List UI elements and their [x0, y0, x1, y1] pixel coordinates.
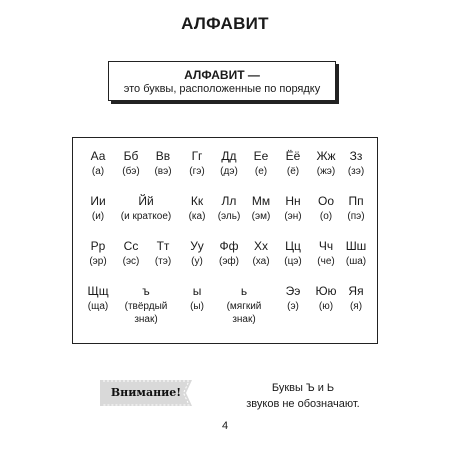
letter-pair: Тт	[156, 239, 170, 253]
letter-sound: (цэ)	[284, 256, 302, 267]
letter-cell-m	[243, 195, 279, 223]
letter-pair: Чч	[318, 239, 334, 253]
letter-sound: (гэ)	[189, 166, 205, 177]
page-number: 4	[221, 420, 229, 432]
letter-sound: (тэ)	[154, 256, 172, 267]
note-line-2: звуков не обозначают.	[246, 398, 360, 410]
letter-pair: Хх	[253, 239, 268, 253]
letter-sound: (и краткое)	[120, 211, 172, 222]
letter-sound: (жэ)	[316, 166, 336, 177]
letter-sound: (твёрдый	[124, 301, 168, 312]
letter-pair: Ёё	[285, 149, 301, 163]
letter-cell-sh	[338, 240, 374, 268]
letter-sound: (и)	[91, 211, 105, 222]
letter-cell-i-kratkoe	[111, 195, 181, 223]
letter-sound: (ха)	[252, 256, 270, 267]
definition-box	[108, 61, 336, 101]
letter-cell-ya	[338, 285, 374, 313]
letter-sound-line2: знак)	[232, 314, 256, 325]
letter-pair: Аа	[90, 149, 106, 163]
attention-banner	[100, 380, 192, 406]
letter-sound: (эль)	[217, 211, 241, 222]
letter-sound: (о)	[319, 211, 333, 222]
letter-pair: Пп	[348, 194, 364, 208]
letter-sound: (пэ)	[347, 211, 365, 222]
letter-cell-l	[211, 195, 247, 223]
letter-cell-t	[145, 240, 181, 268]
letter-sound: (мягкий	[226, 301, 262, 312]
letter-pair: Ее	[253, 149, 269, 163]
letter-cell-kh	[243, 240, 279, 268]
letter-pair: Рр	[90, 239, 106, 253]
letter-pair: Лл	[221, 194, 237, 208]
letter-pair: Дд	[221, 149, 237, 163]
letter-cell-soft-sign	[209, 285, 279, 326]
definition-term: АЛФАВИТ —	[184, 68, 260, 82]
letter-sound: (эр)	[89, 256, 107, 267]
letter-cell-f	[211, 240, 247, 268]
letter-cell-n	[275, 195, 311, 223]
letter-sound: (вэ)	[154, 166, 172, 177]
letter-sound: (е)	[254, 166, 268, 177]
letter-pair: Фф	[219, 239, 239, 253]
letter-sound: (дэ)	[220, 166, 238, 177]
letter-cell-g	[179, 150, 215, 178]
letter-pair: Уу	[190, 239, 204, 253]
letter-pair: Зз	[349, 149, 363, 163]
letter-sound: (а)	[91, 166, 105, 177]
letter-pair: Мм	[251, 194, 271, 208]
letter-pair: Юю	[315, 284, 337, 298]
letter-cell-ye	[243, 150, 279, 178]
definition-text: это буквы, расположенные по порядку	[123, 83, 321, 95]
letter-cell-d	[211, 150, 247, 178]
letter-pair: Ии	[90, 194, 106, 208]
letter-pair: Йй	[138, 194, 154, 208]
letter-cell-r	[80, 240, 116, 268]
letter-pair: Оо	[317, 194, 334, 208]
letter-sound: (ё)	[286, 166, 300, 177]
letter-pair: Кк	[190, 194, 204, 208]
letter-sound: (ща)	[87, 301, 109, 312]
letter-sound: (зэ)	[347, 166, 365, 177]
letter-pair: Яя	[348, 284, 364, 298]
letter-cell-v	[145, 150, 181, 178]
letter-sound: (че)	[317, 256, 335, 267]
letter-sound: (эф)	[219, 256, 239, 267]
letter-pair: Шш	[345, 239, 367, 253]
letter-pair: Бб	[123, 149, 139, 163]
letter-sound: (э)	[287, 301, 299, 312]
letter-pair: Вв	[155, 149, 171, 163]
letter-cell-hard-sign	[111, 285, 181, 326]
letter-sound: (у)	[191, 256, 203, 267]
alphabet-table	[72, 137, 378, 344]
letter-pair: Нн	[285, 194, 301, 208]
letter-pair: Сс	[123, 239, 139, 253]
attention-label: Внимание!	[110, 386, 182, 399]
letter-pair: ы	[192, 284, 202, 298]
letter-cell-p	[338, 195, 374, 223]
page-title: АЛФАВИТ	[181, 14, 269, 33]
letter-sound: (ы)	[190, 301, 204, 312]
note-text	[233, 380, 373, 412]
letter-pair: ъ	[142, 284, 150, 298]
letter-sound: (я)	[349, 301, 363, 312]
letter-sound: (эм)	[251, 211, 271, 222]
letter-sound: (ка)	[188, 211, 206, 222]
letter-pair: Жж	[316, 149, 336, 163]
letter-cell-ts	[275, 240, 311, 268]
letter-sound: (эн)	[284, 211, 302, 222]
letter-cell-u	[179, 240, 215, 268]
letter-sound: (ю)	[318, 301, 334, 312]
letter-cell-e	[275, 285, 311, 313]
letter-cell-s	[113, 240, 149, 268]
letter-pair: ь	[240, 284, 248, 298]
letter-cell-b	[113, 150, 149, 178]
letter-pair: Гг	[191, 149, 203, 163]
letter-cell-a	[80, 150, 116, 178]
note-line-1: Буквы Ъ и Ь	[271, 382, 335, 394]
letter-pair: Щщ	[87, 284, 109, 298]
letter-sound: (бэ)	[122, 166, 140, 177]
letter-pair: Цц	[285, 239, 301, 253]
letter-sound: (эс)	[122, 256, 140, 267]
letter-cell-z	[338, 150, 374, 178]
letter-pair: Ээ	[285, 284, 301, 298]
letter-cell-k	[179, 195, 215, 223]
letter-sound-line2: знак)	[134, 314, 158, 325]
letter-cell-yo	[275, 150, 311, 178]
letter-sound: (ша)	[345, 256, 367, 267]
